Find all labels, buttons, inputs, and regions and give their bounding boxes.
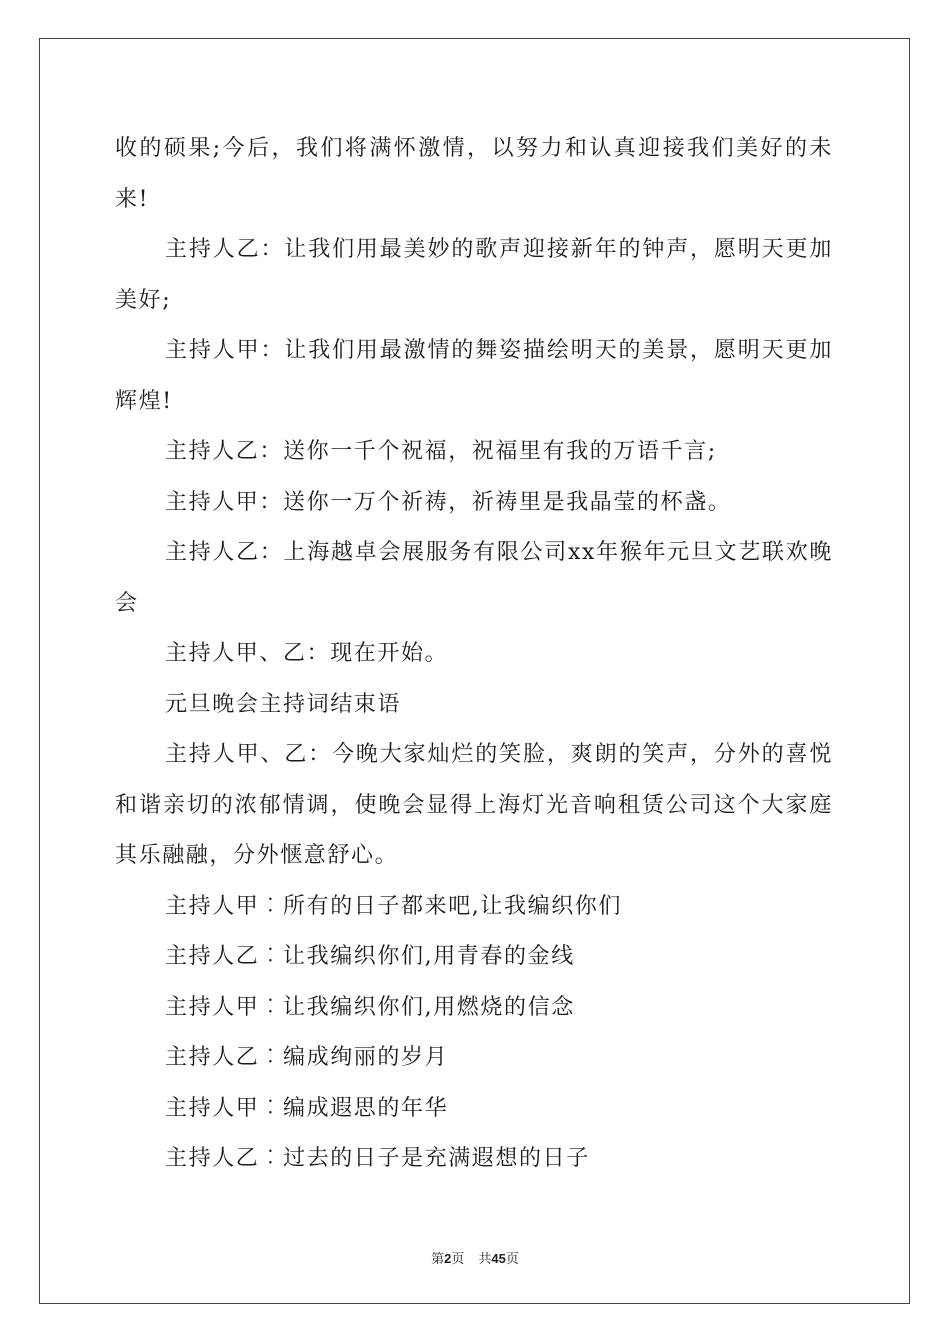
document-body — [115, 124, 833, 1185]
paragraph: 主持人甲、乙：现在开始。 — [165, 641, 449, 666]
page-footer — [0, 1248, 950, 1267]
paragraph: 主持人甲︰所有的日子都来吧,让我编织你们 — [165, 893, 622, 919]
page-total: 45 — [491, 1251, 506, 1266]
paragraph: 主持人乙：让我们用最美妙的歌声迎接新年的钟声，愿明天更加美好; — [115, 237, 833, 313]
paragraph: 主持人乙︰过去的日子是充满遐想的日子 — [165, 1146, 590, 1171]
section-heading: 元旦晚会主持词结束语 — [165, 691, 402, 717]
paragraph: 主持人乙：上海越卓会展服务有限公司xx年猴年元旦文艺联欢晚会 — [115, 540, 833, 616]
total-prefix: 共 — [478, 1251, 492, 1266]
page-current: 2 — [444, 1251, 452, 1266]
paragraph: 主持人甲：让我们用最激情的舞姿描绘明天的美景，愿明天更加辉煌! — [115, 338, 833, 414]
paragraph: 主持人甲︰编成遐思的年华 — [165, 1095, 449, 1121]
paragraph: 主持人乙：送你一千个祝福，祝福里有我的万语千言; — [165, 439, 717, 464]
paragraph: 主持人甲：送你一万个祈祷，祈祷里是我晶莹的杯盏。 — [165, 489, 732, 515]
total-suffix: 页 — [505, 1251, 519, 1266]
paragraph: 主持人甲︰让我编织你们,用燃烧的信念 — [165, 994, 575, 1020]
paragraph: 主持人乙︰编成绚丽的岁月 — [165, 1045, 449, 1070]
page-suffix: 页 — [451, 1251, 465, 1266]
paragraph: 主持人乙︰让我编织你们,用青春的金线 — [165, 944, 575, 969]
paragraph: 主持人甲、乙：今晚大家灿烂的笑脸，爽朗的笑声，分外的喜悦和谐亲切的浓郁情调，使晚会显得上海灯光音响租赁公司这个大家庭其乐融融，分外惬意舒心。 — [115, 742, 833, 868]
paragraph: 收的硕果;今后，我们将满怀激情，以努力和认真迎接我们美好的未来! — [115, 136, 833, 212]
page-prefix: 第 — [431, 1251, 445, 1266]
